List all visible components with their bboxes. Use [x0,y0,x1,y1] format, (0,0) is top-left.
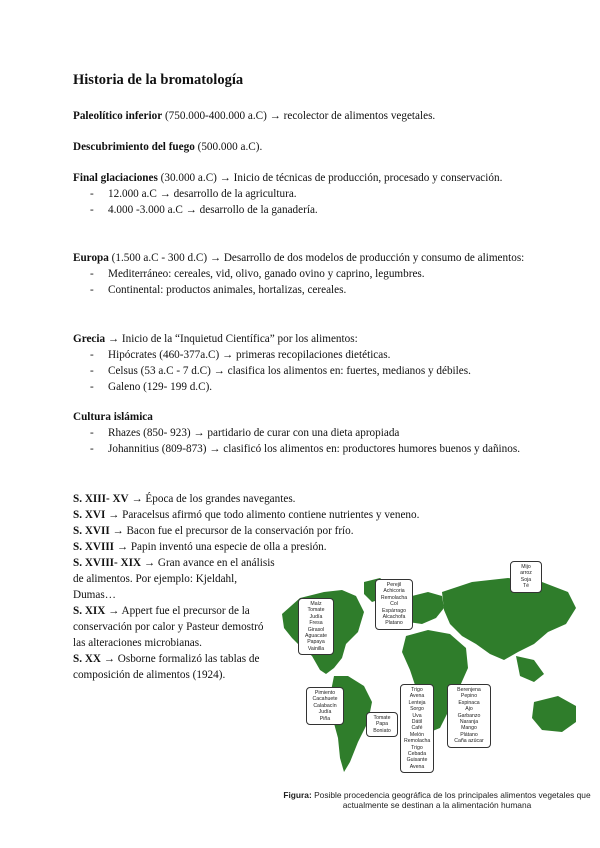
europa-section [73,250,533,298]
food-item: Aguacate [305,633,327,640]
food-item: Maíz [310,601,322,607]
caption-text: Posible procedencia geográfica de los principales alimentos vegetales que actualmente se destinan a la alimentación humana [311,790,591,810]
siglo-label: S. XVII [73,525,110,537]
glaciaciones-list [73,186,533,218]
fuego-paragraph [73,139,533,155]
grecia-section [73,331,533,395]
siglo-line [73,507,533,523]
siglo-text: → Papin inventó una especie de olla a presión. [114,541,327,553]
grecia-label: Grecia [73,333,106,345]
food-item: Plátano [460,731,478,738]
food-item: Piña [319,715,331,722]
food-item: Naranja [459,719,479,726]
food-box-europe [375,579,413,630]
food-item: Sorgo [410,706,424,713]
food-item: Achicoria [383,588,405,595]
siglo-text: → Appert fue el precursor de la conservación por calor y Pasteur demostró las alteraciones microbianas. [73,605,264,649]
glaciaciones-label: Final glaciaciones [73,172,158,184]
food-item: Melón [409,731,425,738]
list-item: - 12.000 a.C → desarrollo de la agricultura. [73,186,533,202]
food-item: Pimiento [314,690,336,696]
grecia-list [73,347,533,395]
siglo-label: S. XX [73,653,101,665]
list-item: - 4.000 -3.000 a.C → desarrollo de la ganadería. [73,202,533,218]
siglo-label: S. XVIII- XIX [73,557,142,569]
food-item: Alcachofa [382,614,406,621]
siglo-paragraph [73,603,278,651]
islamica-heading [73,409,533,425]
food-item: Papaya [307,639,325,646]
food-item: Vainilla [307,645,325,652]
siglos-section [73,491,533,555]
siglo-paragraph [73,555,278,603]
food-item: Avena [409,763,425,770]
food-item: Té [522,583,530,590]
food-item: Avena [409,693,425,700]
food-item: Garbanzo [457,712,481,719]
glaciaciones-text: (30.000 a.C) → Inicio de técnicas de producción, procesado y conservación. [157,172,503,184]
food-item: Berenjena [457,687,481,693]
food-item: Cebada [407,751,427,758]
food-item: arroz [520,570,532,577]
food-item: Guisante [406,757,428,764]
food-item: Calabacín [313,702,337,709]
paleolitico-paragraph [73,108,533,124]
food-item: Boniato [373,727,391,734]
food-item: Soja [520,576,532,583]
food-item: Fresa [309,620,323,627]
glaciaciones-section [73,170,533,218]
fuego-label: Descubrimiento del fuego [73,141,195,153]
page-title: Historia de la bromatología [73,72,244,88]
siglo-text: → Osborne formalizó las tablas de composición de alimentos (1924). [73,653,260,681]
food-item: Papa [375,721,389,728]
list-item: - Celsus (53 a.C - 7 d.C) → clasifica los alimentos en: fuertes, medianos y débiles. [73,363,533,379]
list-item: - Mediterráneo: cereales, vid, olivo, ganado ovino y caprino, legumbres. [73,266,533,282]
europa-text: (1.500 a.C - 300 d.C) → Desarrollo de dos modelos de producción y consumo de alimentos: [108,252,525,264]
food-box-africa [366,712,398,737]
food-item: Espinaca [458,699,480,706]
food-item: Espárrago [382,607,406,614]
europa-paragraph [73,250,533,266]
list-item: - Johannitius (809-873) → clasificó los alimentos en: productores humores buenos y dañinos. [73,441,533,457]
list-item: - Rhazes (850- 923) → partidario de curar con una dieta apropiada [73,425,533,441]
food-item: Pepino [460,693,478,700]
siglo-text: → Época de los grandes navegantes. [128,493,296,505]
food-item: Mango [461,725,477,732]
food-box-south-america [306,687,344,725]
list-item: - Hipócrates (460-377a.C) → primeras recopilaciones dietéticas. [73,347,533,363]
australia-landmass [532,696,576,732]
europa-label: Europa [73,252,109,264]
siglo-label: S. XIII- XV [73,493,129,505]
food-item: Judía [318,709,332,716]
food-item: Uva [412,712,422,719]
islamica-label: Cultura islámica [73,411,153,423]
paleolitico-label: Paleolítico inferior [73,110,163,122]
caption-label: Figura: [283,790,312,800]
islamica-list [73,425,533,457]
food-item: Lenteja [408,699,426,706]
food-item: Trigo [411,744,423,751]
grecia-text: → Inicio de la “Inquietud Científica” por los alimentos: [105,333,358,345]
food-box-middle-east [400,684,434,773]
food-item: Tomate [373,715,391,721]
list-item: - Galeno (129- 199 d.C). [73,379,533,395]
siglo-text: → Gran avance en el análisis de alimentos. Por ejemplo: Kjeldahl, Dumas… [73,557,275,601]
food-item: Judía [309,613,323,620]
siglo-text: → Paracelsus afirmó que todo alimento contiene nutrientes y veneno. [105,509,420,521]
southeast-asia-landmass [516,656,544,682]
food-item: Dátil [411,719,423,726]
food-box-east-asia [510,561,542,593]
grecia-paragraph [73,331,533,347]
siglo-label: S. XVI [73,509,106,521]
food-item: Girasol [307,626,325,633]
food-box-india [447,684,491,748]
siglo-label: S. XVIII [73,541,115,553]
food-item: Cacahuete [312,696,338,703]
fuego-text: (500.000 a.C). [194,141,263,153]
food-item: Trigo [411,687,423,693]
food-item: Col [390,601,398,608]
siglos-narrow-section [73,555,278,683]
food-item: Remolacha [404,738,431,745]
food-item: Remolacha [380,594,408,601]
islamica-section [73,409,533,457]
siglo-line [73,491,533,507]
food-item: Mijo [521,564,531,570]
siglo-label: S. XIX [73,605,106,617]
food-item: Café [411,725,423,732]
europa-list [73,266,533,298]
siglo-text: → Bacon fue el precursor de la conservación por frío. [109,525,354,537]
food-item: Tomate [307,607,325,614]
food-item: Platano [385,620,403,627]
food-item: Ajo [465,706,473,713]
siglo-paragraph [73,651,278,683]
food-item: Caña azúcar [454,738,484,745]
glaciaciones-paragraph [73,170,533,186]
list-item: - Continental: productos animales, hortalizas, cereales. [73,282,533,298]
food-item: Perejil [386,582,402,588]
paleolitico-text: (750.000-400.000 a.C) → recolector de alimentos vegetales. [162,110,436,122]
world-map-figure [272,552,588,820]
figure-caption [282,790,592,810]
siglo-line [73,523,533,539]
food-box-north-america [298,598,334,655]
